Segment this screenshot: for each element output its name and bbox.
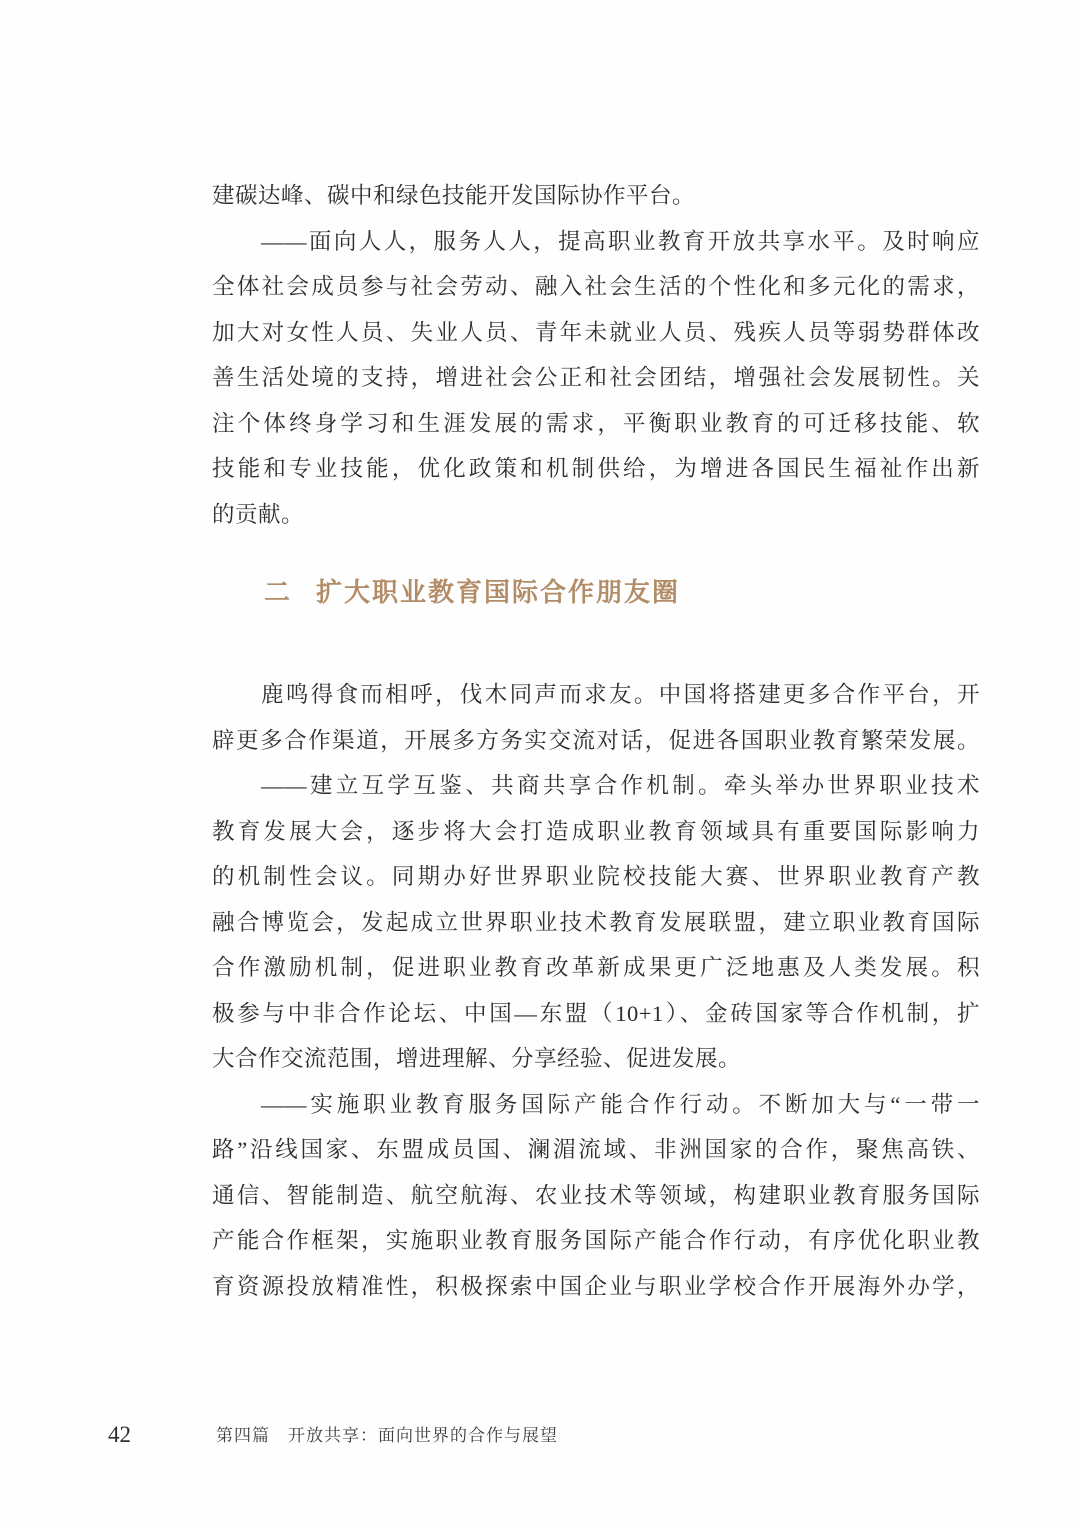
text-line: 注个体终身学习和生涯发展的需求，平衡职业教育的可迁移技能、软 — [212, 410, 980, 436]
text-line: ——实施职业教育服务国际产能合作行动。不断加大与“一带一 — [261, 1091, 980, 1117]
text-line: 全体社会成员参与社会劳动、融入社会生活的个性化和多元化的需求， — [212, 274, 980, 299]
text-line: 极参与中非合作论坛、中国—东盟（10+1）、金砖国家等合作机制，扩 — [212, 1000, 980, 1026]
text-line: 大合作交流范围，增进理解、分享经验、促进发展。 — [212, 1046, 742, 1071]
text-line: 教育发展大会，逐步将大会打造成职业教育领域具有重要国际影响力 — [212, 818, 980, 844]
text-line: 育资源投放精准性，积极探索中国企业与职业学校合作开展海外办学， — [212, 1273, 980, 1299]
text-line: 建碳达峰、碳中和绿色技能开发国际协作平台。 — [212, 183, 696, 208]
text-line: 的贡献。 — [212, 501, 305, 527]
page-body — [212, 173, 980, 1309]
text-line: 合作激励机制，促进职业教育改革新成果更广泛地惠及人类发展。积 — [212, 955, 980, 980]
text-line: 的机制性会议。同期办好世界职业院校技能大赛、世界职业教育产教 — [212, 864, 980, 889]
text-line: 通信、智能制造、航空航海、农业技术等领域，构建职业教育服务国际 — [212, 1182, 980, 1208]
section-number: 二 — [264, 578, 293, 607]
text-line: 善生活处境的支持，增进社会公正和社会团结，增强社会发展韧性。关 — [212, 365, 980, 390]
text-line: ——面向人人，服务人人，提高职业教育开放共享水平。及时响应 — [261, 228, 980, 254]
text-line: 融合博览会，发起成立世界职业技术教育发展联盟，建立职业教育国际 — [212, 909, 980, 935]
footer-chapter — [216, 1423, 558, 1449]
text-line: 鹿鸣得食而相呼，伐木同声而求友。中国将搭建更多合作平台，开 — [261, 682, 980, 707]
text-line: 路”沿线国家、东盟成员国、澜湄流域、非洲国家的合作，聚焦高铁、 — [212, 1137, 980, 1162]
text-line: 技能和专业技能，优化政策和机制供给，为增进各国民生福祉作出新 — [212, 456, 980, 481]
footer-chapter-label: 第四篇 — [216, 1426, 270, 1445]
footer-chapter-title: 开放共享：面向世界的合作与展望 — [288, 1426, 558, 1445]
section-title: 扩大职业教育国际合作朋友圈 — [316, 578, 681, 607]
text-line: 辟更多合作渠道，开展多方务实交流对话，促进各国职业教育繁荣发展。 — [212, 727, 980, 753]
paragraphs-before-heading — [212, 173, 980, 537]
section-heading — [212, 573, 980, 613]
page-number: 42 — [108, 1422, 131, 1447]
paragraphs-after-heading — [212, 672, 980, 1309]
text-line: 加大对女性人员、失业人员、青年未就业人员、残疾人员等弱势群体改 — [212, 319, 980, 345]
text-line: 产能合作框架，实施职业教育服务国际产能合作行动，有序优化职业教 — [212, 1228, 980, 1253]
page-footer — [0, 1420, 1083, 1450]
text-line: ——建立互学互鉴、共商共享合作机制。牵头举办世界职业技术 — [261, 773, 980, 798]
